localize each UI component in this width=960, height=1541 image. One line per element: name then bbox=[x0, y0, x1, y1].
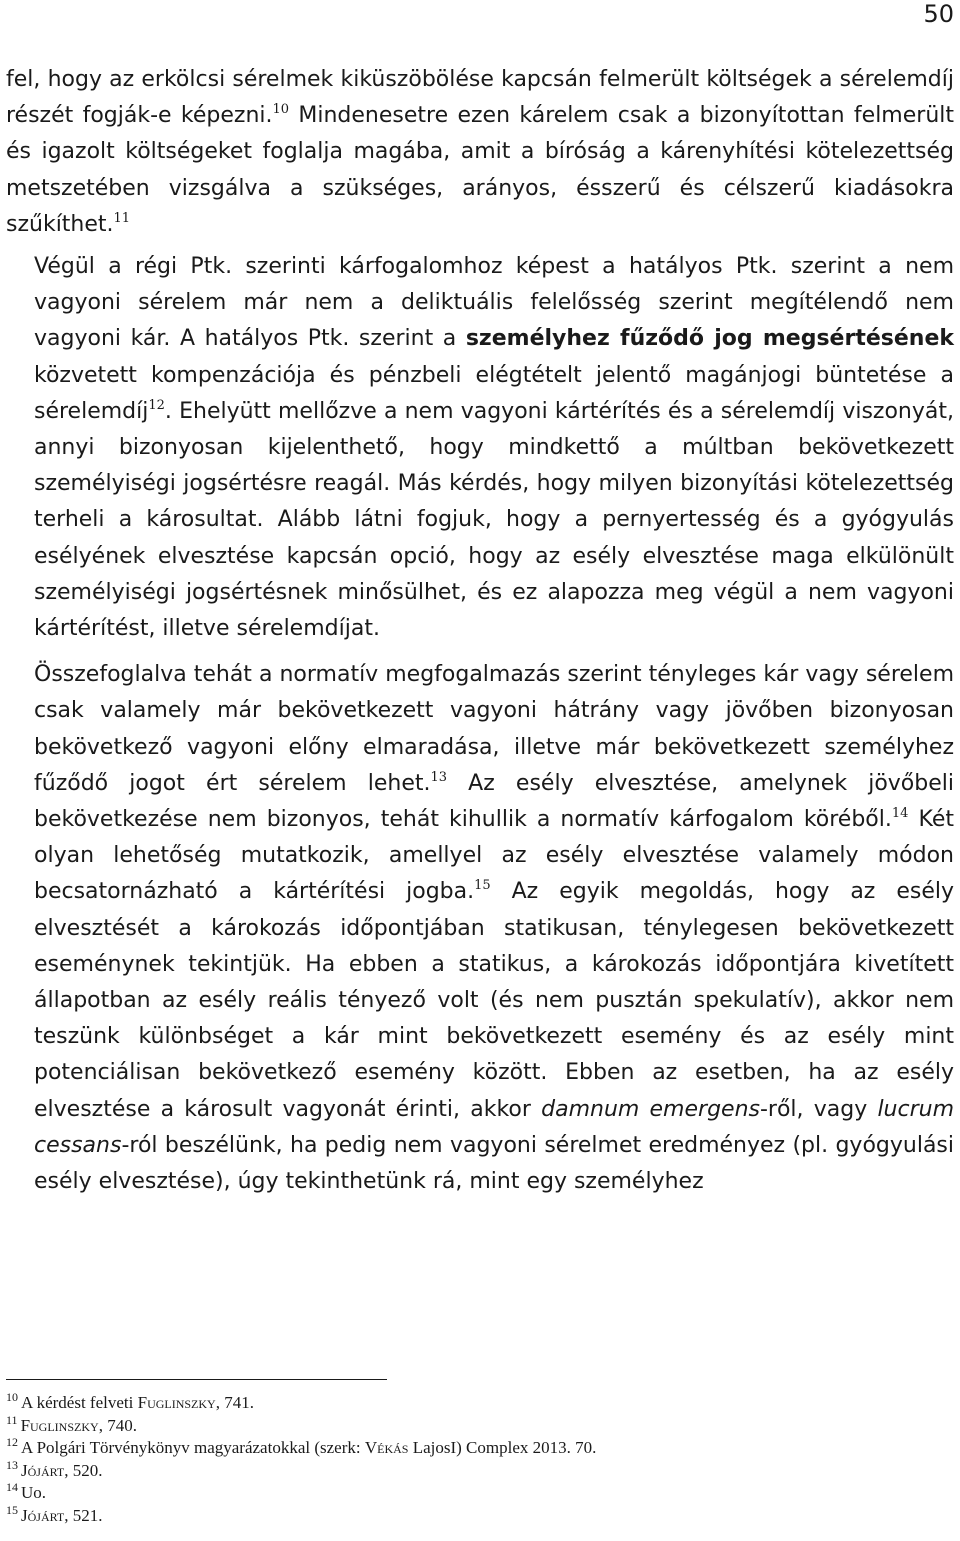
footnote-number: 15 bbox=[6, 1502, 18, 1517]
footnote-text: , 741. bbox=[215, 1393, 254, 1412]
text-run: Összefoglalva tehát a normatív megfogalmazás szerint tényleges kár vagy sérelem csak valamely már bekövetkezett vagyoni hátrány vagy jövőben bizonyosan bekövetkező vagyoni előny elmaradása, illetve már bekövetkezett személyhez fűződő jogot ért sérelem lehet. bbox=[34, 662, 954, 796]
italic-term: damnum emergens bbox=[541, 1096, 760, 1122]
text-run: Végül a régi Ptk. szerinti kárfogalomhoz képest a hatályos Ptk. szerint a nem vagyoni sérelem már nem a deliktuális felelősség szerint megítélendő nem vagyoni kár. A hatályos Ptk. szerint a bbox=[34, 254, 954, 352]
text-run: . Ehelyütt mellőzve a nem vagyoni kártérítés és a sérelemdíj viszonyát, annyi bizonyosan kijelenthető, hogy mindkettő a múltban bekövetkezett személyiségi jogsértésre reagál. Más kérdés, hogy milyen bizonyítási kötelezettség terheli a károsultat. Alább látni fogjuk, hogy a pernyertesség és a gyógyulás esélyének elvesztése kapcsán opció, hogy az esély elvesztése maga elkülönült személyiségi jogsértésnek minősülhet, és ez alapozza meg végül a nem vagyoni kártérítést, illetve sérelemdíjat. bbox=[34, 398, 954, 642]
footnote-number: 12 bbox=[6, 1435, 18, 1450]
text-run: Az esély elvesztése, amelynek jövőbeli bekövetkezése nem bizonyos, tehát kihullik a normatív kárfogalom köréből. bbox=[34, 770, 954, 833]
text-run: közvetett kompenzációja és pénzbeli elégtételt jelentő magánjogi büntetése a sérelemdíj bbox=[34, 362, 954, 424]
text-run: Az egyik megoldás, hogy az esély elvesztését a károkozás időpontjában statikusan, ténylegesen bekövetkezett eseménynek tekintjük. Ha ebben a statikus, a károkozás időpontjára kivetített állapotban az esély reális tényező volt (és nem pusztán spekulatív), akkor nem teszünk különbséget a kár mint bekövetkezett esemény és az esély mint potenciálisan bekövetkező esemény között. Ebben az esetben, ha az esély elvesztése a károsult vagyonát érinti, akkor bbox=[34, 879, 954, 1122]
text-run: -ról beszélünk, ha pedig nem vagyoni sérelmet eredményez (pl. gyógyulási esély elvesztése), úgy tekinthetünk rá, mint egy személyhez bbox=[34, 1132, 954, 1195]
author-name: Fuglinszky bbox=[20, 1415, 99, 1435]
footnote-13 bbox=[6, 1457, 946, 1483]
footnote-ref-12[interactable]: 12 bbox=[148, 397, 165, 413]
footnote-ref-13[interactable]: 13 bbox=[430, 769, 448, 785]
footnote-text: , 520. bbox=[64, 1460, 103, 1480]
footnote-10 bbox=[6, 1392, 946, 1415]
text-run: Két olyan lehetőség mutatkozik, amellyel az esély elvesztése valamely módon becsatornázható a kártérítési jogba. bbox=[34, 807, 954, 905]
body-text bbox=[6, 62, 954, 1200]
footnote-separator bbox=[6, 1379, 387, 1380]
footnote-12 bbox=[6, 1437, 946, 1460]
paragraph-2 bbox=[6, 249, 954, 647]
footnotes bbox=[6, 1392, 946, 1528]
footnote-number: 14 bbox=[6, 1480, 18, 1495]
author-name: Vékás bbox=[364, 1438, 409, 1458]
text-run: Mindenesetre ezen kárelem csak a bizonyítottan felmerült és igazolt költségeket foglalja magába, amit a bíróság a kárenyhítési kötelezettség metszetében vizsgálva a szükséges, arányos, ésszerű és célszerű kiadásokra szűkíthet. bbox=[6, 103, 954, 237]
footnote-text: LajosI) Complex 2013. 70. bbox=[408, 1438, 597, 1458]
footnote-text: Uo. bbox=[21, 1483, 47, 1503]
footnote-text: A Polgári Törvénykönyv magyarázatokkal (szerk: bbox=[21, 1438, 365, 1458]
footnote-11 bbox=[6, 1412, 946, 1438]
footnote-number: 13 bbox=[6, 1457, 18, 1472]
footnote-number: 11 bbox=[6, 1412, 18, 1427]
text-run: fel, hogy az erkölcsi sérelmek kiküszöbölése kapcsán felmerült költségek a sérelemdíj részét fogják-e képezni. bbox=[6, 67, 954, 129]
footnote-text: , 740. bbox=[98, 1415, 137, 1435]
bold-term: személyhez fűződő jog megsértésének bbox=[465, 326, 954, 352]
paragraph-1 bbox=[6, 62, 954, 243]
footnote-text: A kérdést felveti bbox=[21, 1393, 138, 1412]
footnote-number: 10 bbox=[6, 1390, 18, 1404]
footnote-ref-14[interactable]: 14 bbox=[891, 806, 909, 822]
author-name: Fuglinszky bbox=[137, 1393, 216, 1412]
italic-term: lucrum cessans bbox=[34, 1096, 955, 1158]
footnote-ref-10[interactable]: 10 bbox=[272, 102, 290, 118]
page-number: 50 bbox=[923, 0, 954, 28]
text-run: -ről, vagy bbox=[759, 1096, 878, 1122]
footnote-15 bbox=[6, 1502, 946, 1528]
footnote-ref-11[interactable]: 11 bbox=[113, 210, 131, 226]
paragraph-3 bbox=[6, 657, 954, 1200]
footnote-text: , 521. bbox=[64, 1505, 103, 1525]
author-name: Jójárt bbox=[21, 1505, 65, 1525]
footnote-ref-15[interactable]: 15 bbox=[474, 878, 491, 894]
footnote-14 bbox=[6, 1482, 946, 1505]
author-name: Jójárt bbox=[21, 1460, 65, 1480]
